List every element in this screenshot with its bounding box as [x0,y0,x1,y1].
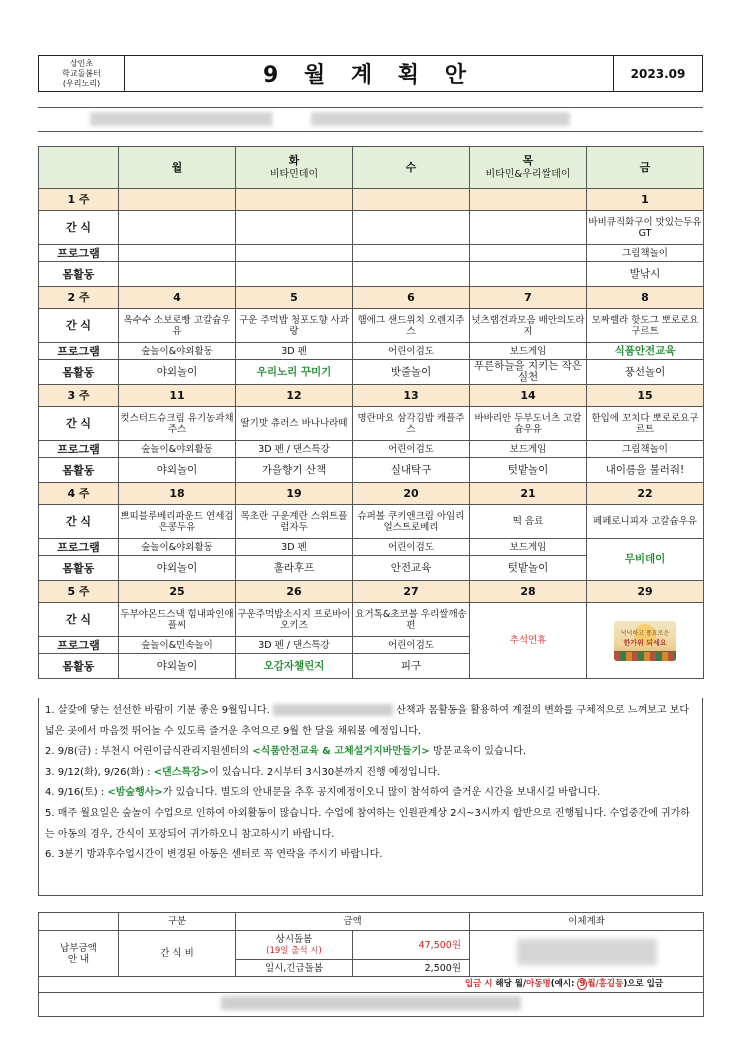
week-row [39,385,704,407]
program-cell: 어린이검도 [353,539,470,556]
program-cell: 숲놀이&야외활동 [119,343,236,360]
notice-text: 2. 9/8(금) : 부천시 어린이급식관리지원센터의 [45,746,250,758]
body-label: 몸활동 [39,360,119,385]
body-cell: 풍선놀이 [587,360,704,385]
notice-item [45,742,696,763]
body-cell-highlight: 오감자챌린지 [236,654,353,679]
redacted-address [90,112,570,126]
fee-item: 간 식 비 [119,931,236,977]
body-cell-highlight: 무비데이 [587,539,704,581]
program-cell: 보드게임 [470,343,587,360]
week-row [39,189,704,211]
body-label: 몸활동 [39,654,119,679]
notice-item [45,783,696,804]
header-tue-day: 화 [288,154,300,167]
week-label: 1 주 [39,189,119,211]
program-cell: 어린이검도 [353,637,470,654]
snack-cell: 바비큐직화구이 맛있는두유GT [587,211,704,245]
snack-cell: 컷스터드슈크림 유기농과채주스 [119,407,236,441]
date-cell: 11 [119,385,236,407]
note-end: )으로 입금 [623,979,664,989]
snack-cell: 구운 주먹밥 청포도향 사과랑 [236,309,353,343]
notice-text: 3. 9/12(화), 9/26(화) : [45,766,151,778]
week-label: 4 주 [39,483,119,505]
date-cell: 22 [587,483,704,505]
body-cell: 발낚시 [587,262,704,287]
fee-footer-row [39,993,704,1017]
snack-row [39,407,704,441]
body-activity-row [39,262,704,287]
header-tue [236,147,353,189]
fee-regular-label [236,931,353,960]
payment-note [39,977,704,993]
snack-cell: 떡 음료 [470,505,587,539]
snack-cell: 구운주먹밥소시지 프로바이오키즈 [236,603,353,637]
snack-label: 간 식 [39,603,119,637]
program-label: 프로그램 [39,245,119,262]
notice-text: 산책과 몸활동을 활용하여 계절의 변화를 구체적으로 느껴보고 보다 넓은 곳에서 마음껏 뛰어놀 수 있도록 즐거운 추억으로 9월 한 달을 채워볼 예정입니다. [45,705,689,737]
notice-text: 6. 3분기 방과후수업시간이 변경된 아동은 센터로 꼭 연락을 주시기 바랍니다. [45,849,383,861]
header-mon: 월 [119,147,236,189]
date-cell: 26 [236,581,353,603]
redacted-footer [221,996,521,1010]
program-cell [470,245,587,262]
header-wed: 수 [353,147,470,189]
regular-amount: 47,500원 [353,931,470,960]
note-mid2: (예시: [550,979,575,989]
body-cell: 밧줄놀이 [353,360,470,385]
body-cell: 실내탁구 [353,458,470,483]
snack-cell: 명란마요 삼각김밥 캐플주스 [353,407,470,441]
notice-section [38,698,703,896]
snack-cell: 모짜렐라 핫도그 뽀로로요구르트 [587,309,704,343]
document-header [38,55,703,92]
program-label: 프로그램 [39,343,119,360]
program-row [39,539,704,556]
body-cell [470,262,587,287]
account-cell [470,931,704,977]
notice-text: 4. 9/16(토) : [45,787,105,799]
snack-label: 간 식 [39,211,119,245]
snack-label: 간 식 [39,505,119,539]
body-cell-highlight: 우리노리 꾸미기 [236,360,353,385]
notice-item [45,804,696,845]
program-cell: 그림책놀이 [587,441,704,458]
notice-text: 이 있습니다. 2시부터 3시30분까지 진행 예정입니다. [209,766,441,778]
snack-cell [236,211,353,245]
week-row [39,483,704,505]
snack-row [39,211,704,245]
table-header-row [39,147,704,189]
monthly-schedule-table [38,146,704,679]
body-cell: 가을향기 산책 [236,458,353,483]
snack-label: 간 식 [39,407,119,441]
snack-label: 간 식 [39,309,119,343]
body-cell [236,262,353,287]
snack-cell: 햄에그 샌드위치 오렌지주스 [353,309,470,343]
program-cell: 3D 펜 / 댄스특강 [236,441,353,458]
fee-header-empty [39,913,119,931]
body-cell: 야외놀이 [119,458,236,483]
redacted-text [273,704,393,716]
snack-cell: 요거톡&초코볼 우리쌀깨송편 [353,603,470,637]
fee-note-row [39,977,704,993]
program-cell: 그림책놀이 [587,245,704,262]
notice-highlight: <댄스특강> [153,766,210,778]
notice-item [45,701,696,742]
snack-cell [470,211,587,245]
snack-cell: 한입에 꼬치다 뽀로로요구르트 [587,407,704,441]
body-cell: 텃밭놀이 [470,458,587,483]
notice-text: 1. 살갗에 닿는 선선한 바람이 기분 좋은 9월입니다. [45,705,270,716]
date-cell: 14 [470,385,587,407]
fee-row-regular [39,931,704,960]
body-cell: 야외놀이 [119,556,236,581]
holiday-image-cell [587,603,704,679]
body-cell: 훌라후프 [236,556,353,581]
note-circle: 9 [579,979,586,989]
snack-cell: 두부야몬드스낵 힘내파인애플씨 [119,603,236,637]
header-corner [39,147,119,189]
snack-cell: 목초란 구운계란 스위트플럼자두 [236,505,353,539]
notice-text: 가 있습니다. 별도의 안내문을 추후 공지예정이오니 많이 참석하여 즐거운 시간을 보내시길 바랍니다. [162,787,601,799]
date-cell: 19 [236,483,353,505]
program-row [39,343,704,360]
organization-name [39,56,125,91]
body-cell [353,262,470,287]
greeting-line-1: 넉넉하고 풍요로운 [620,629,670,637]
program-cell: 숲놀이&야외활동 [119,441,236,458]
header-thu-day: 목 [522,154,534,167]
body-cell: 내이름을 불러줘! [587,458,704,483]
date-cell: 18 [119,483,236,505]
date-cell: 15 [587,385,704,407]
program-cell: 숲놀이&민속놀이 [119,637,236,654]
program-cell [236,245,353,262]
body-label: 몸활동 [39,458,119,483]
notice-text: 5. 매주 월요일은 숲놀이 수업으로 인하여 야외활동이 많습니다. 수업에 참여하는 인원관계상 2시~3시까지 합반으로 진행됩니다. 수업중간에 귀가하는 아동의 경우, 간식이 포장되어 귀가하오니 참고하시기 바랍니다. [45,807,690,840]
snack-cell: 쁘띠블루베리파운드 연세검은콩두유 [119,505,236,539]
body-activity-row [39,360,704,385]
snack-cell [119,211,236,245]
header-fri: 금 [587,147,704,189]
note-mid1: 해당 월/ [495,979,527,989]
page-title: 9 월 계 획 안 [125,56,614,91]
program-row [39,441,704,458]
date-cell: 1 [587,189,704,211]
week-label: 3 주 [39,385,119,407]
body-cell: 텃밭놀이 [470,556,587,581]
week-label: 5 주 [39,581,119,603]
org-line-3: (우리노리) [62,78,101,88]
date-cell: 29 [587,581,704,603]
header-tue-sub: 비타민데이 [269,169,319,180]
snack-cell: 바바리안 두부도너츠 고칼슘우유 [470,407,587,441]
people-illustration [614,651,676,661]
fee-header-amount: 금액 [236,913,470,931]
body-cell: 안전교육 [353,556,470,581]
snack-row [39,505,704,539]
date-cell [236,189,353,211]
document-date: 2023.09 [630,66,686,81]
regular-note: (19일 출석 시) [266,945,322,956]
fee-row-label [39,931,119,977]
program-cell [119,245,236,262]
program-cell: 3D 펜 [236,343,353,360]
org-line-1: 상인초 [69,58,94,68]
program-row [39,245,704,262]
date-cell: 7 [470,287,587,309]
program-cell: 어린이검도 [353,441,470,458]
program-label: 프로그램 [39,539,119,556]
temp-label: 일시,긴급돌봄 [236,960,353,977]
body-cell: 푸른하늘을 지키는 작은 실천 [470,360,587,385]
snack-row [39,603,704,637]
week-row [39,581,704,603]
snack-row [39,309,704,343]
notice-highlight: <밤숲행사> [107,787,163,799]
notice-highlight: <식품안전교육 & 고체설거지바만들기> [252,746,430,758]
date-cell: 25 [119,581,236,603]
date-cell: 21 [470,483,587,505]
regular-label: 상시돌봄 [275,933,313,945]
program-label: 프로그램 [39,637,119,654]
snack-cell: 넛츠랩견과모음 배안의도라지 [470,309,587,343]
temp-amount: 2,500원 [353,960,470,977]
program-cell: 3D 펜 [236,539,353,556]
date-cell: 27 [353,581,470,603]
date-cell: 5 [236,287,353,309]
program-cell: 보드게임 [470,441,587,458]
date-cell [119,189,236,211]
chuseok-greeting-image [614,621,676,661]
fee-header-category: 구분 [119,913,236,931]
holiday-cell: 추석연휴 [470,603,587,679]
week-label: 2 주 [39,287,119,309]
date-cell: 8 [587,287,704,309]
week-row [39,287,704,309]
fee-table [38,912,704,1017]
program-cell: 3D 펜 / 댄스특강 [236,637,353,654]
header-thu-sub: 비타민&우리쌀데이 [485,169,571,180]
program-cell: 보드게임 [470,539,587,556]
fee-label-line1: 납부금액 [60,942,97,954]
program-label: 프로그램 [39,441,119,458]
note-red2: 월/홍길동 [587,979,624,989]
greeting-line-2: 한가위 되세요 [623,638,667,647]
program-cell [353,245,470,262]
body-cell: 피구 [353,654,470,679]
program-cell: 어린이검도 [353,343,470,360]
org-line-2: 학교돌봄터 [62,68,101,78]
body-cell: 야외놀이 [119,360,236,385]
fee-label-line2: 안 내 [67,953,90,965]
snack-cell [353,211,470,245]
date-cell [470,189,587,211]
note-red: 아동명 [526,979,551,989]
notice-item [45,845,696,866]
notice-text: 방문교육이 있습니다. [432,746,527,758]
date-cell: 4 [119,287,236,309]
program-cell-highlight: 식품안전교육 [587,343,704,360]
date-cell [353,189,470,211]
fee-header-account: 이체계좌 [470,913,704,931]
date-cell: 12 [236,385,353,407]
divider-top [38,107,703,108]
program-cell: 숲놀이&야외활동 [119,539,236,556]
snack-cell: 딸기맛 츄러스 바나나라떼 [236,407,353,441]
body-label: 몸활동 [39,262,119,287]
header-thu [470,147,587,189]
note-pre: 입금 시 [464,979,493,989]
snack-cell: 페페로니피자 고칼슘우유 [587,505,704,539]
divider-bottom [38,131,703,132]
date-cell: 6 [353,287,470,309]
date-cell: 20 [353,483,470,505]
body-label: 몸활동 [39,556,119,581]
snack-cell: 슈퍼볼 쿠키앤크림 아임리얼스트로베리 [353,505,470,539]
body-cell [119,262,236,287]
snack-cell: 옥수수 소보로빵 고칼슘우유 [119,309,236,343]
notice-item [45,763,696,784]
body-activity-row [39,458,704,483]
date-cell: 13 [353,385,470,407]
date-cell: 28 [470,581,587,603]
redacted-account [517,939,657,965]
body-cell: 야외놀이 [119,654,236,679]
footer-cell [39,993,704,1017]
fee-header-row [39,913,704,931]
